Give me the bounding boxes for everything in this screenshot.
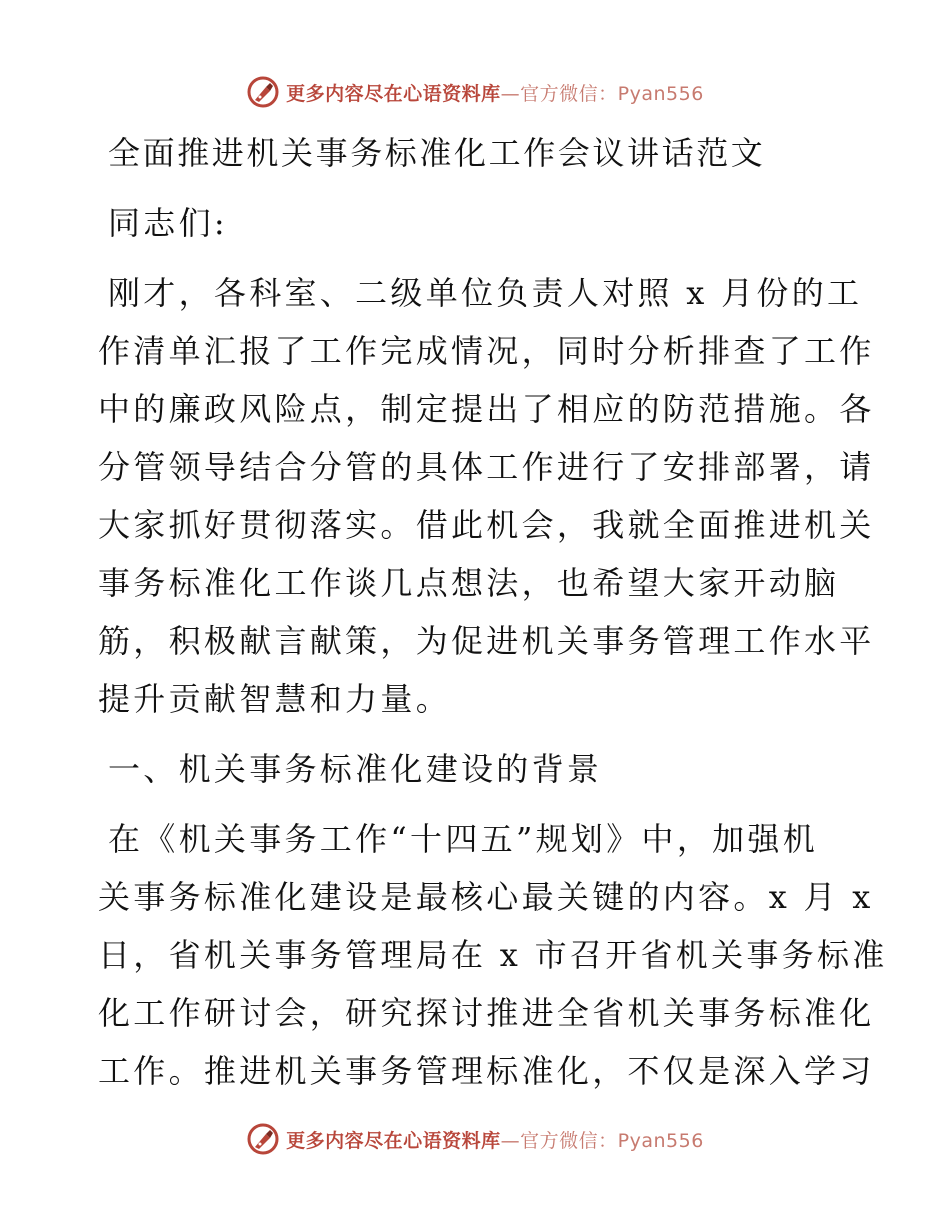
paragraph-line: 筋，积极献言献策，为促进机关事务管理工作水平 <box>98 622 875 660</box>
paragraph-line: 大家抓好贯彻落实。借此机会，我就全面推进机关 <box>98 506 875 544</box>
paragraph-line: 工作。推进机关事务管理标准化，不仅是深入学习 <box>98 1052 875 1090</box>
watermark-wechat: —官方微信：Pyan556 <box>500 82 704 105</box>
paragraph-line: 日，省机关事务管理局在 x 市召开省机关事务标准 <box>98 936 888 974</box>
paragraph-line: 中的廉政风险点，制定提出了相应的防范措施。各 <box>98 390 875 428</box>
paragraph-2 <box>98 810 888 1100</box>
paragraph-line: 关事务标准化建设是最核心最关键的内容。x 月 x <box>98 878 874 916</box>
paragraph-line: 刚才，各科室、二级单位负责人对照 x 月份的工 <box>108 274 863 312</box>
pen-nib-logo-icon <box>246 1122 280 1156</box>
watermark-text <box>286 1126 704 1153</box>
watermark-text <box>286 79 704 106</box>
footer-watermark <box>0 1117 950 1161</box>
paragraph-line: 作清单汇报了工作完成情况，同时分析排查了工作 <box>98 332 875 370</box>
paragraph-line: 事务标准化工作谈几点想法，也希望大家开动脑 <box>98 564 840 602</box>
paragraph-line: 化工作研讨会，研究探讨推进全省机关事务标准化 <box>98 994 875 1032</box>
paragraph-line: 分管领导结合分管的具体工作进行了安排部署，请 <box>98 448 875 486</box>
pen-nib-logo-icon <box>246 75 280 109</box>
watermark-main: 更多内容尽在心语资料库 <box>286 1129 501 1152</box>
paragraph-line: 在《机关事务工作“十四五”规划》中，加强机 <box>108 820 819 858</box>
paragraph-1 <box>98 264 875 728</box>
header-watermark <box>0 70 950 114</box>
watermark-wechat: —官方微信：Pyan556 <box>500 1129 704 1152</box>
salutation: 同志们: <box>108 204 228 242</box>
document-body <box>98 124 888 1100</box>
watermark-main: 更多内容尽在心语资料库 <box>286 82 501 105</box>
document-title: 全面推进机关事务标准化工作会议讲话范文 <box>108 134 766 172</box>
section-heading: 一、机关事务标准化建设的背景 <box>108 750 603 788</box>
paragraph-line: 提升贡献智慧和力量。 <box>98 680 452 718</box>
